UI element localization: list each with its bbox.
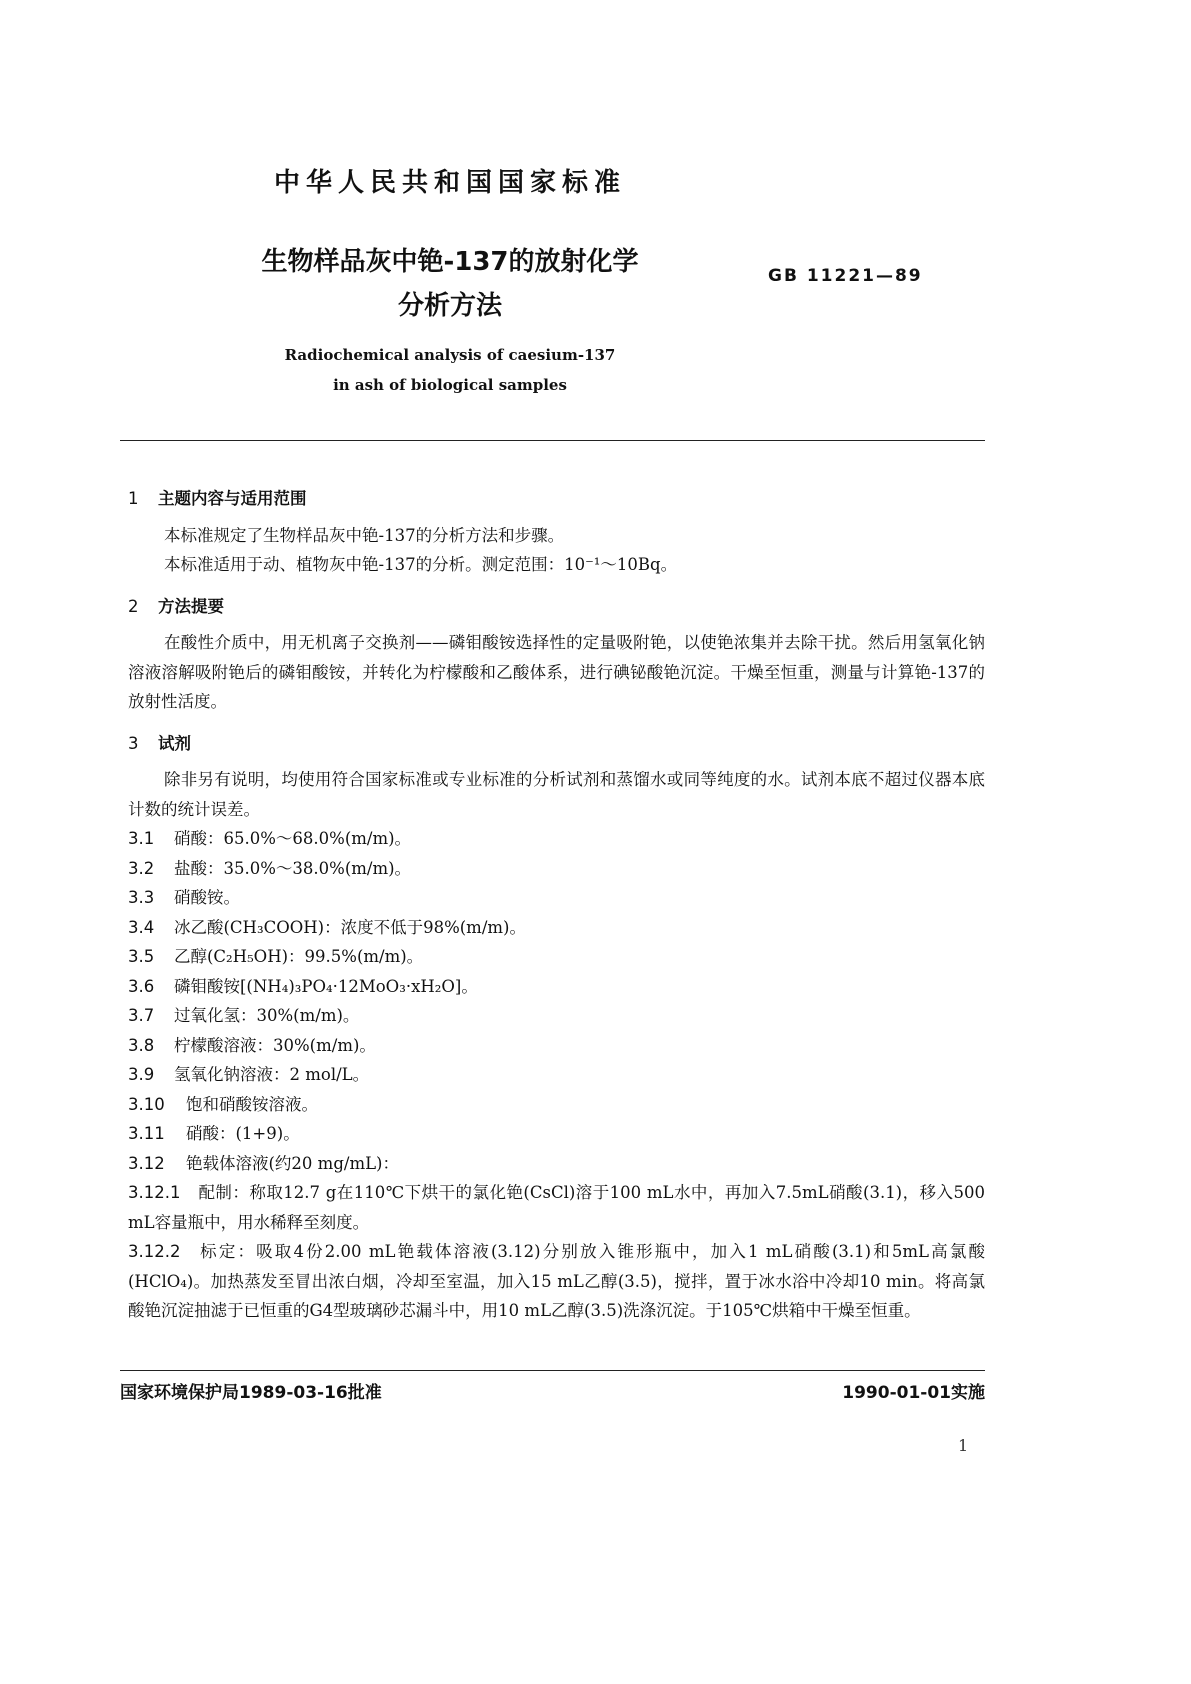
section-number: 2	[128, 596, 139, 616]
item-number: 3.12	[128, 1153, 165, 1173]
reagent-item	[128, 1149, 985, 1179]
section-title: 方法提要	[158, 596, 224, 616]
item-number: 3.4	[128, 917, 155, 937]
item-number: 3.12.1	[128, 1183, 181, 1202]
footer-divider	[120, 1370, 985, 1371]
item-text: 硝酸：(1+9)。	[186, 1124, 300, 1143]
section-title: 主题内容与适用范围	[158, 489, 307, 508]
paragraph: 本标准规定了生物样品灰中铯-137的分析方法和步骤。	[164, 525, 565, 545]
reagent-item	[128, 1001, 985, 1031]
document-title	[0, 240, 900, 328]
reagent-item	[128, 1178, 985, 1237]
item-number: 3.6	[128, 976, 155, 996]
reagent-item	[128, 972, 985, 1002]
section-number: 3	[128, 733, 139, 753]
item-text: 盐酸：35.0%～38.0%(m/m)。	[174, 858, 412, 878]
section-title: 试剂	[158, 733, 191, 753]
english-title	[0, 340, 900, 400]
item-number: 3.10	[128, 1094, 165, 1114]
item-text: 磷钼酸铵[(NH₄)₃PO₄·12MoO₃·xH₂O]。	[174, 976, 478, 996]
item-text: 配制：称取12.7 g在110℃下烘干的氯化铯(CsCl)溶于100 mL水中，再加入7.5mL硝酸(3.1)，移入500 mL容量瓶中，用水稀释至刻度。	[128, 1183, 985, 1232]
item-text: 硝酸铵。	[174, 888, 240, 907]
item-text: 硝酸：65.0%～68.0%(m/m)。	[174, 829, 412, 848]
item-text: 冰乙酸(CH₃COOH)：浓度不低于98%(m/m)。	[174, 917, 526, 937]
implementation-date: 1990-01-01实施	[842, 1383, 985, 1403]
section-heading-3	[128, 729, 985, 759]
footer	[120, 1378, 985, 1403]
item-text: 柠檬酸溶液：30%(m/m)。	[174, 1035, 376, 1055]
page-number: 1	[958, 1436, 969, 1455]
section-number: 1	[128, 489, 139, 508]
reagent-item	[128, 913, 985, 943]
item-text: 标定：吸取4份2.00 mL铯载体溶液(3.12)分别放入锥形瓶中，加入1 mL硝酸(3.1)和5mL高氯酸(HClO₄)。加热蒸发至冒出浓白烟，冷却至室温，加入15 mL乙醇(3.5)，搅拌，置于冰水浴中冷却10 min。将高氯酸铯沉淀抽滤于已恒重的G4型玻璃砂芯漏斗中，用10 mL乙醇(3.5)洗涤沉淀。于105℃烘箱中干燥至恒重。	[128, 1242, 985, 1320]
reagent-item	[128, 1090, 985, 1120]
section-heading-2	[128, 592, 985, 622]
paragraph: 本标准适用于动、植物灰中铯-137的分析。测定范围：10⁻¹～10Bq。	[164, 555, 678, 574]
item-number: 3.9	[128, 1065, 155, 1084]
paragraph: 除非另有说明，均使用符合国家标准或专业标准的分析试剂和蒸馏水或同等纯度的水。试剂本底不超过仪器本底计数的统计误差。	[128, 770, 985, 819]
reagent-item	[128, 1237, 985, 1326]
standard-name: 中华人民共和国国家标准	[273, 168, 626, 198]
item-number: 3.8	[128, 1035, 155, 1055]
reagent-item	[128, 1119, 985, 1149]
item-number: 3.1	[128, 829, 155, 848]
english-title-line-2: in ash of biological samples	[333, 376, 567, 394]
paragraph: 在酸性介质中，用无机离子交换剂——磷钼酸铵选择性的定量吸附铯，以使铯浓集并去除干扰。然后用氢氧化钠溶液溶解吸附铯后的磷钼酸铵，并转化为柠檬酸和乙酸体系，进行碘铋酸铯沉淀。干燥至恒重，测量与计算铯-137的放射性活度。	[128, 633, 985, 711]
item-number: 3.12.2	[128, 1242, 181, 1261]
item-text: 过氧化氢：30%(m/m)。	[174, 1006, 360, 1025]
item-number: 3.5	[128, 947, 155, 966]
header-divider	[120, 440, 985, 441]
reagent-item	[128, 883, 985, 913]
item-text: 乙醇(C₂H₅OH)：99.5%(m/m)。	[174, 947, 424, 966]
item-number: 3.7	[128, 1006, 155, 1025]
english-title-line-1: Radiochemical analysis of caesium-137	[284, 346, 616, 364]
approval-info: 国家环境保护局1989-03-16批准	[120, 1383, 382, 1403]
reagent-item	[128, 824, 985, 854]
title-line-1: 生物样品灰中铯-137的放射化学	[261, 247, 639, 277]
item-text: 铯载体溶液(约20 mg/mL)：	[186, 1153, 399, 1173]
item-number: 3.3	[128, 888, 155, 907]
item-text: 氢氧化钠溶液：2 mol/L。	[174, 1065, 370, 1084]
reagent-item	[128, 942, 985, 972]
item-text: 饱和硝酸铵溶液。	[186, 1094, 318, 1114]
section-heading-1	[128, 484, 985, 514]
standard-code: GB 11221—89	[768, 266, 923, 286]
reagent-item	[128, 854, 985, 884]
item-number: 3.11	[128, 1124, 165, 1143]
document-body	[128, 478, 985, 1326]
title-line-2: 分析方法	[397, 291, 502, 321]
reagent-item	[128, 1031, 985, 1061]
item-number: 3.2	[128, 858, 155, 878]
reagent-item	[128, 1060, 985, 1090]
